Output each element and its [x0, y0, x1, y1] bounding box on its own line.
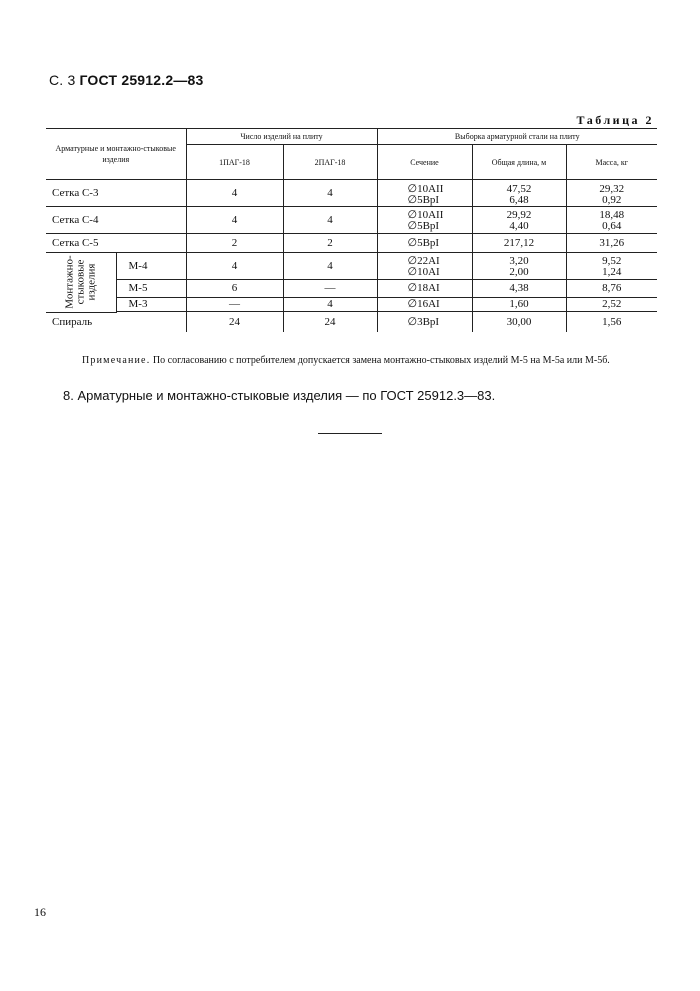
qty-2pag: 4 [283, 298, 377, 312]
length: 4,38 [472, 280, 566, 298]
section: ∅5BpI [377, 195, 472, 207]
table-row [46, 312, 657, 332]
table-row [46, 253, 657, 267]
length: 3,20 [472, 253, 566, 267]
length: 29,92 [472, 207, 566, 221]
mass: 0,92 [566, 195, 657, 207]
item-name: Спираль [46, 312, 186, 332]
page-prefix: С. 3 [49, 72, 76, 88]
length: 4,40 [472, 221, 566, 234]
qty-2pag: 24 [283, 312, 377, 332]
qty-1pag: 24 [186, 312, 283, 332]
item-name: Сетка С-5 [46, 234, 186, 253]
qty-2pag: 2 [283, 234, 377, 253]
header-1pag18: 1ПАГ-18 [186, 145, 283, 180]
mass: 18,48 [599, 208, 625, 221]
assembly-group-text: Монтажно-стыковые изделия [63, 255, 98, 309]
qty-1pag: 4 [186, 207, 283, 234]
section: ∅18AI [377, 280, 472, 298]
header-mass: Масса, кг [566, 145, 657, 180]
table-row [46, 280, 657, 298]
qty-2pag: 4 [283, 253, 377, 280]
header-steel-group: Выборка арматурной стали на плиту [377, 129, 657, 145]
table-row [46, 234, 657, 253]
paragraph-8: 8. Арматурные и монтажно-стыковые изделия — по ГОСТ 25912.3—83. [63, 388, 496, 403]
section: ∅10AII [377, 180, 472, 195]
steel-table [46, 128, 657, 332]
length: 1,60 [472, 298, 566, 312]
qty-1pag: — [186, 298, 283, 312]
qty-1pag: 4 [186, 180, 283, 207]
table-row [46, 180, 657, 195]
section: ∅3BpI [377, 312, 472, 332]
separator-rule [318, 433, 382, 434]
table-title: Таблица 2 [576, 113, 654, 127]
item-name: М-4 [116, 253, 186, 280]
header-2pag18: 2ПАГ-18 [283, 145, 377, 180]
page-number: 16 [34, 905, 46, 919]
note-lead: Примечание. [82, 355, 151, 366]
mass: 1,56 [602, 315, 622, 328]
length: 47,52 [472, 180, 566, 195]
qty-1pag: 4 [186, 253, 283, 280]
section: ∅22AI [377, 253, 472, 267]
assembly-group-label [46, 253, 116, 313]
qty-1pag: 6 [186, 280, 283, 298]
length: 30,00 [472, 312, 566, 332]
length: 2,00 [472, 267, 566, 280]
mass: 31,26 [566, 234, 657, 253]
qty-2pag: — [283, 280, 377, 298]
section: ∅10AI [377, 267, 472, 280]
qty-2pag: 4 [283, 180, 377, 207]
length: 217,12 [472, 234, 566, 253]
mass: 9,52 [602, 254, 622, 267]
length: 6,48 [472, 195, 566, 207]
section: ∅10AII [377, 207, 472, 221]
section: ∅5BpI [377, 234, 472, 253]
table-note [46, 355, 657, 367]
item-name: Сетка С-4 [46, 207, 186, 234]
standard-number: ГОСТ 25912.2—83 [79, 72, 204, 88]
page-header [49, 72, 204, 90]
table-row [46, 298, 657, 312]
mass: 0,64 [566, 221, 657, 234]
qty-2pag: 4 [283, 207, 377, 234]
item-name: М-3 [116, 298, 186, 312]
note-text: По согласованию с потребителем допускается замена монтажно-стыковых изделий М-5 на М-5а или М-5б. [152, 355, 610, 366]
header-count-group: Число изделий на плиту [186, 129, 377, 145]
section: ∅5BpI [377, 221, 472, 234]
header-items: Арматурные и монтажно-стыковые изделия [46, 129, 186, 180]
mass: 29,32 [599, 182, 625, 195]
mass: 2,52 [566, 298, 657, 312]
header-length: Общая длина, м [472, 145, 566, 180]
header-section: Сечение [377, 145, 472, 180]
qty-1pag: 2 [186, 234, 283, 253]
table-row [46, 207, 657, 221]
item-name: М-5 [116, 280, 186, 298]
section: ∅16AI [377, 298, 472, 312]
mass: 1,24 [566, 267, 657, 280]
mass: 8,76 [566, 280, 657, 298]
item-name: Сетка С-3 [46, 180, 186, 207]
